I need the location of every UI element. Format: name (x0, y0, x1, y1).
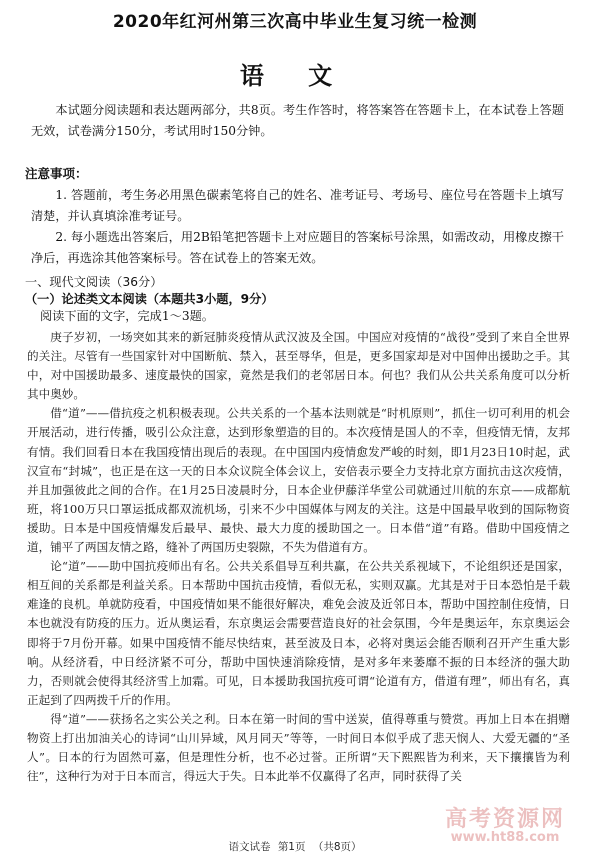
notice-item-1: 1. 答题前，考生务必用黑色碳素笔将自己的姓名、准考证号、考场号、座位号在答题卡上填写清楚，并认真填涂准考证号。 (31, 188, 564, 223)
page-footer (0, 839, 590, 854)
exam-title: 2020年红河州第三次高中毕业生复习统一检测 (112, 12, 478, 32)
passage-paragraph-3: 论“道”——助中国抗疫师出有名。公共关系倡导互利共赢，在公共关系视域下，不论组织还是国家，相互间的关系都是利益关系。日本帮助中国抗击疫情，看似无私，实则双赢。尤其是对于日本恐怕是千载难逢的良机。单就防疫看，中国疫情如果不能很好解决，难免会波及近邻日本，帮助中国控制住疫情，日本也就没有防疫的压力。近从奥运看，东京奥运会需要营造良好的社会氛围，今年是奥运年，东京奥运会即将于7月份开幕。如果中国疫情不能尽快结束，甚至波及日本，必将对奥运会能否顺利召开产生重大影响。从经济看，中日经济紧不可分，帮助中国快速消除疫情，是对多年来萎靡不振的日本经济的强大助力，否则就会使得其经济雪上加霜。可见，日本援助我国抗疫可谓“论道有方，借道有理”，师出有名，真正起到了四两拨千斤的作用。 (27, 559, 570, 707)
notice-item-2: 2. 每小题选出答案后，用2B铅笔把答题卡上对应题目的答案标号涂黑，如需改动，用橡皮擦干净后，再选涂其他答案标号。答在试卷上的答案无效。 (31, 230, 564, 265)
subsection-heading: （一）论述类文本阅读（本题共3小题，9分） (25, 292, 274, 306)
passage-paragraph-1: 庚子岁初，一场突如其来的新冠肺炎疫情从武汉波及全国。中国应对疫情的“战役”受到了来自全世界的关注。尽管有一些国家针对中国断航、禁入，甚至辱华，但是，更多国家却是对中国伸出援助之手。其中，对中国援助最多、速度最快的国家，竟然是我们的老邻居日本。何也？我们从公共关系角度可以分析其中奥妙。 (27, 330, 570, 402)
section-heading: 一、现代文阅读（36分） (25, 275, 163, 289)
footer-subject: 语文试卷 (228, 841, 271, 853)
reading-instruction: 阅读下面的文字，完成1～3题。 (40, 309, 214, 323)
footer-page-number: 第1页 (277, 841, 306, 853)
footer-total-pages: （共8页） (312, 841, 362, 853)
subject-title: 语 文 (239, 62, 351, 90)
exam-intro: 本试题分阅读题和表达题两部分，共8页。考生作答时，将答案答在答题卡上，在本试卷上答题无效，试卷满分150分，考试用时150分钟。 (31, 103, 564, 138)
notice-title: 注意事项： (25, 166, 88, 181)
passage-paragraph-2: 借“道”——借抗疫之机积极表现。公共关系的一个基本法则就是“时机原则”，抓住一切可利用的机会开展活动，进行传播，吸引公众注意，达到形象塑造的目的。本次疫情是国人的不幸，但疫情无情，友邦有情。我们回看日本在我国疫情出现后的表现。在中国国内疫情愈发严峻的时刻，即1月23日10时起，武汉宣布“封城”，也正是在这一天的日本众议院全体会议上，安倍表示要全力支持北京方面抗击这次疫情，并且加强彼此之间的合作。在1月25日凌晨时分，日本企业伊藤洋华堂公司就通过川航的东京——成都航班，将100万只口罩运抵成都双流机场，引来不少中国媒体与网友的关注。这是中国最早收到的国际物资援助。日本是中国疫情爆发后最早、最快、最大力度的援助国之一。日本借“道”有路。借助中国疫情之道，铺平了两国友情之路，缝补了两国历史裂隙，不失为借道有方。 (27, 406, 570, 555)
watermark-url: www.ht88.com (450, 830, 560, 846)
passage-paragraph-4: 得“道”——获扬名之实公关之利。日本在第一时间的雪中送炭，值得尊重与赞赏。再加上日本在捐赠物资上打出加油关心的诗词“山川异域，风月同天”等等，一时间日本似乎成了悲天悯人、大爱无疆的“圣人”。日本的行为固然可嘉，但是理性分析，也不必过誉。正所谓“天下熙熙皆为利来，天下攘攘皆为利往”，这种行为对于日本而言，得远大于失。日本此举不仅赢得了名声，同时获得了关 (27, 711, 570, 784)
watermark-logo-text: 高考资源网 (445, 807, 566, 832)
reading-passage (27, 328, 570, 786)
